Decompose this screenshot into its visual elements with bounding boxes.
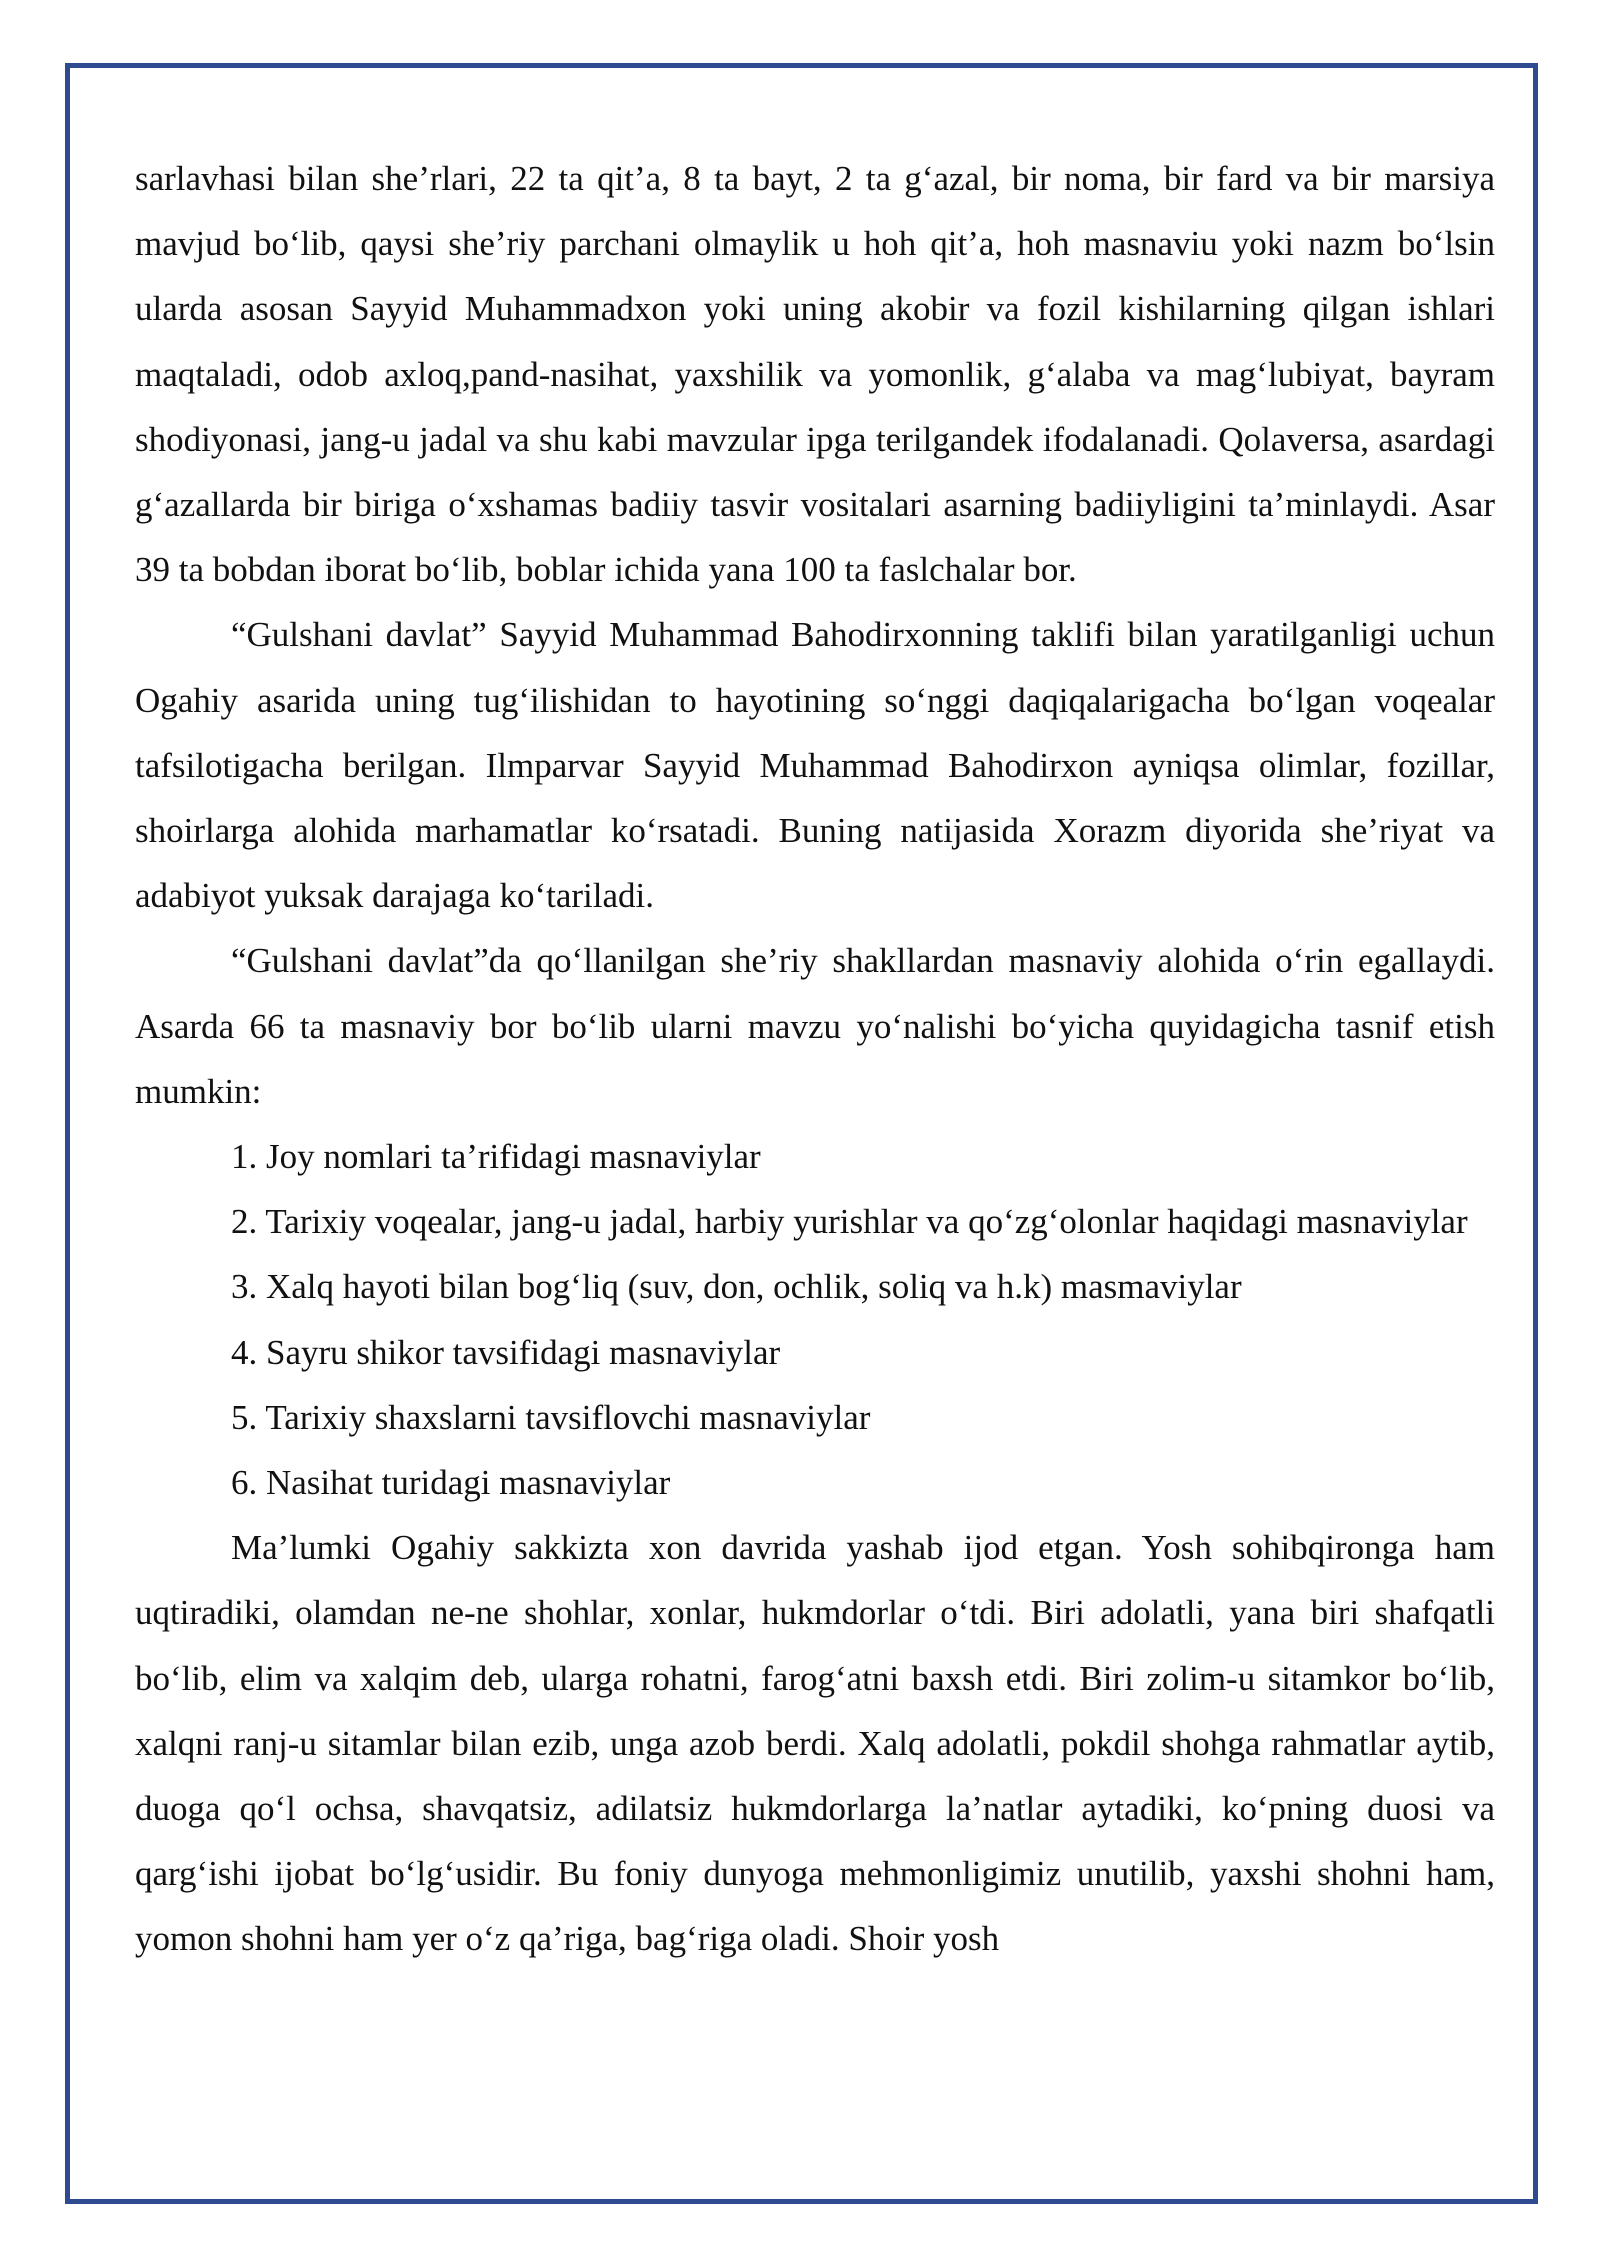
paragraph-continuation: sarlavhasi bilan she’rlari, 22 ta qit’a, 8 ta bayt, 2 ta g‘azal, bir noma, bir fard va bir marsiya mavjud bo‘lib, qaysi she’riy parchani olmaylik u hoh qit’a, hoh masnaviu yoki nazm bo‘lsin ularda asosan Sayyid Muhammadxon yoki uning akobir va fozil kishilarning qilgan ishlari maqtaladi, odob axloq,pand-nasihat, yaxshilik va yomonlik, g‘alaba va mag‘lubiyat, bayram shodiyonasi, jang-u jadal va shu kabi mavzular ipga terilgandek ifodalanadi. Qolaversa, asardagi g‘azallarda bir biriga o‘xshamas badiiy tasvir vositalari asarning badiiyligini ta’minlaydi. Asar 39 ta bobdan iborat bo‘lib, boblar ichida yana 100 ta faslchalar bor. xyxy=(135,159,1495,590)
paragraph-closing: Ma’lumki Ogahiy sakkizta xon davrida yashab ijod etgan. Yosh sohibqironga ham uqtiradiki, olamdan ne-ne shohlar, xonlar, hukmdorlar o‘tdi. Biri adolatli, yana biri shafqatli bo‘lib, elim va xalqim deb, ularga rohatni, farog‘atni baxsh etdi. Biri zolim-u sitamkor bo‘lib, xalqni ranj-u sitamlar bilan ezib, unga azob berdi. Xalq adolatli, pokdil shohga rahmatlar aytib, duoga qo‘l ochsa, shavqatsiz, adilatsiz hukmdorlarga la’natlar aytadiki, ko‘pning duosi va qarg‘ishi ijobat bo‘lg‘usidir. Bu foniy dunyoga mehmonligimiz unutilib, yaxshi shohni ham, yomon shohni ham yer o‘z qa’riga, bag‘riga oladi. Shoir yosh xyxy=(135,1528,1495,1959)
document-body xyxy=(135,146,1495,1972)
list-item-6: 6. Nasihat turidagi masnaviylar xyxy=(231,1463,671,1503)
paragraph-gulshani-davlat-intro: “Gulshani davlat” Sayyid Muhammad Bahodirxonning taklifi bilan yaratilganligi uchun Ogahiy asarida uning tug‘ilishidan to hayotining so‘nggi daqiqalarigacha bo‘lgan voqealar tafsilotigacha berilgan. Ilmparvar Sayyid Muhammad Bahodirxon ayniqsa olimlar, fozillar, shoirlarga alohida marhamatlar ko‘rsatadi. Buning natijasida Xorazm diyorida she’riyat va adabiyot yuksak darajaga ko‘tariladi. xyxy=(135,615,1495,916)
list-item-2: 2. Tarixiy voqealar, jang-u jadal, harbiy yurishlar va qo‘zg‘olonlar haqidagi masnaviylar xyxy=(231,1202,1468,1242)
list-item-5: 5. Tarixiy shaxslarni tavsiflovchi masnaviylar xyxy=(231,1397,871,1437)
paragraph-masnaviy-classification: “Gulshani davlat”da qo‘llanilgan she’riy shakllardan masnaviy alohida o‘rin egallaydi. Asarda 66 ta masnaviy bor bo‘lib ularni mavzu yo‘nalishi bo‘yicha quyidagicha tasnif etish mumkin: xyxy=(135,941,1495,1111)
list-item-1: 1. Joy nomlari ta’rifidagi masnaviylar xyxy=(231,1137,761,1177)
list-item-4: 4. Sayru shikor tavsifidagi masnaviylar xyxy=(231,1332,781,1372)
list-item-3: 3. Xalq hayoti bilan bog‘liq (suv, don, ochlik, soliq va h.k) masmaviylar xyxy=(231,1267,1242,1307)
